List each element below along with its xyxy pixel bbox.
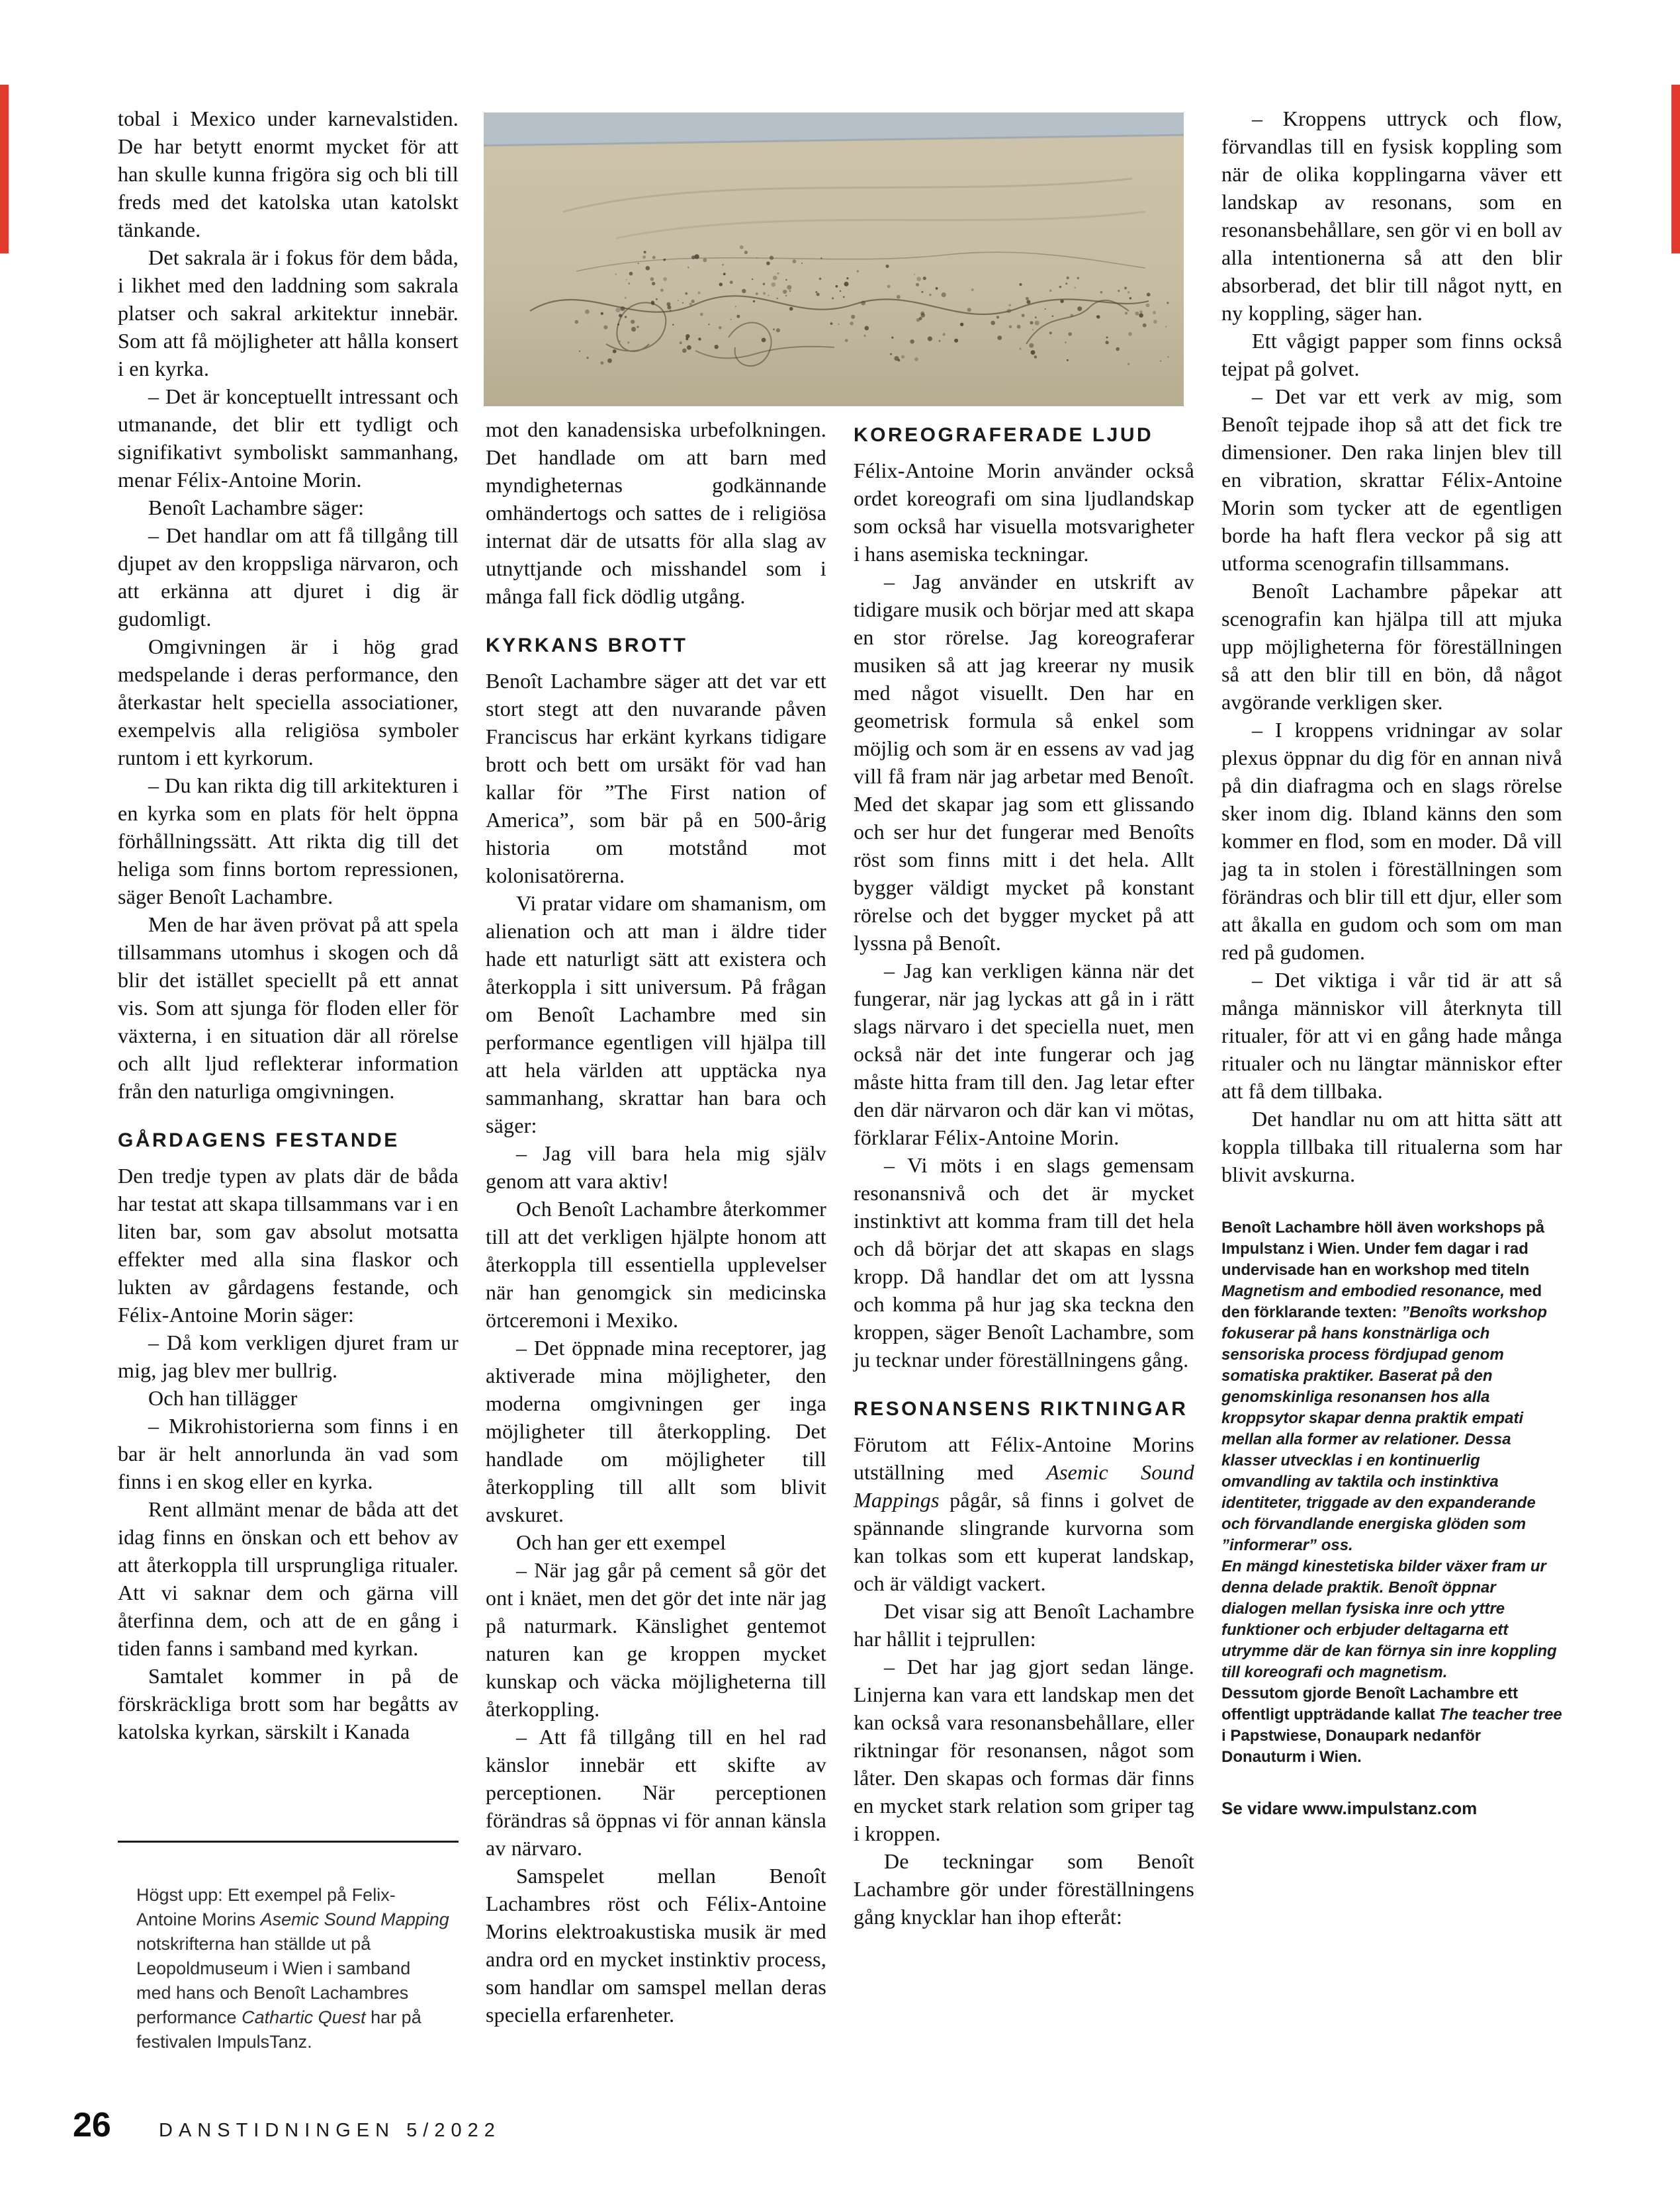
caption-italic-title: Asemic Sound Mapping [260,1909,449,1929]
body-paragraph: Benoît Lachambre säger: [148,496,365,519]
body-paragraph: – Mikrohistorierna som finns i en bar är helt annorlunda än vad som finns i en skog eller en kyrka. [118,1414,459,1493]
body-paragraph: – Det är konceptuellt intressant och utmanande, det blir ett tydligt och signifikativt symboliskt sammanhang, menar Félix-Antoine Morin. [118,384,459,492]
asemic-drawing-image [484,112,1184,406]
column-1 [118,105,459,1745]
body-paragraph: De teckningar som Benoît Lachambre gör under föreställningens gång knycklar han ihop efteråt: [854,1849,1194,1929]
body-paragraph: Det sakrala är i fokus för dem båda, i likhet med den laddning som sakrala platser och sakral arkitektur innebär. Som att få möjligheter att hålla konsert i en kyrka. [118,245,459,380]
section-heading-resonansens-riktningar: RESONANSENS RIKTNINGAR [854,1398,1188,1420]
column-3 [854,423,1194,1931]
section-heading-kyrkans-brott: KYRKANS BROTT [486,635,688,656]
workshop-note-text: med den förklarande texten: [1221,1282,1542,1321]
body-paragraph: – I kroppens vridningar av solar plexus öppnar du dig för en annan nivå på din diafragma och en slags rörelse sker inom dig. Ibland känns den som kommer en flod, som en moder. Då vill jag ta in stolen i föreställningen som förändras och blir till ett djur, eller som att åkalla en gudom och som om man red på gudomen. [1221,718,1562,964]
print-mark-right [1671,85,1680,253]
body-paragraph: – Det öppnade mina receptorer, jag aktiverade mina möjligheter, den moderna omgivningen ger inga möjligheter till återkoppling. Det handlade om möjligheter till återkoppling till allt som blivit avskuret. [486,1336,826,1526]
body-paragraph: Félix-Antoine Morin använder också ordet koreografi om sina ljudlandskap som också har visuella motsvarigheter i hans asemiska teckningar. [854,459,1194,566]
body-paragraph: Ett vågigt papper som finns också tejpat på golvet. [1221,329,1562,380]
caption-text: Högst upp: Ett exempel på Felix-Antoine Morins [136,1885,396,1929]
body-paragraph: Benoît Lachambre påpekar att scenografin kan hjälpa till att mjuka upp möjligheterna för föreställningen så att den blir till en bön, då något avgörande verkligen sker. [1221,579,1562,714]
magazine-name-issue: DANSTIDNINGEN 5/2022 [159,2120,501,2141]
workshop-note-text: i Papstwiese, Donaupark nedanför Donauturm i Wien. [1221,1727,1481,1766]
body-paragraph: – Det viktiga i vår tid är att så många människor vill återknyta till ritualer, för att vi en gång hade många ritualer och nu längtar människor efter att få dem tillbaka. [1221,968,1562,1103]
body-paragraph: – Kroppens uttryck och flow, förvandlas till en fysisk koppling som när de olika kopplingarna väver ett landskap av resonans, som en resonansbehållare, sen gör vi en boll av alla intentionerna så att den blir absorberad, det blir till något nytt, en ny koppling, säger han. [1221,107,1562,325]
column-2 [486,416,826,2029]
body-paragraph: Det visar sig att Benoît Lachambre har hållit i tejprullen: [854,1599,1194,1651]
body-paragraph: – Då kom verkligen djuret fram ur mig, jag blev mer bullrig. [118,1331,459,1382]
body-paragraph: – När jag går på cement så gör det ont i knäet, men det gör det inte när jag på naturmark. Känslighet gentemot naturen kan ge kroppen mycket kunskap och väcka möjligheterna till återkoppling. [486,1558,826,1721]
body-paragraph [854,1430,1194,1597]
workshop-note [1221,1217,1562,1768]
workshop-note-text [1221,1683,1562,1768]
body-paragraph: – Att få tillgång till en hel rad känslor innebär ett skifte av perceptionen. När perceptionen förändras så öppnas vi för annan känsla av närvaro. [486,1725,826,1860]
body-paragraph: – Jag kan verkligen känna när det fungerar, när jag lyckas att gå in i rätt slags närvaro i det speciella nuet, men också när det inte fungerar och jag måste hitta fram till den. Jag letar efter den där närvaron och där kan vi mötas, förklarar Félix-Antoine Morin. [854,959,1194,1149]
print-mark-left [0,85,9,253]
body-paragraph: – Det har jag gjort sedan länge. Linjerna kan vara ett landskap men det kan också vara resonansbehållare, eller riktningar för resonansen, något som låter. Den skapas och formas där finns en mycket stark relation som griper tag i kroppen. [854,1655,1194,1845]
body-paragraph: – Du kan rikta dig till arkitekturen i en kyrka som en plats för helt öppna förhållningssätt. Att rikta dig till det heliga som finns bortom repressionen, säger Benoît Lachambre. [118,773,459,908]
caption-italic-title: Cathartic Quest [242,2007,366,2027]
body-paragraph: – Jag använder en utskrift av tidigare musik och börjar med att skapa en stor rörelse. Jag koreograferar musiken så att jag kreerar ny musik med något visuellt. Den har en geometrisk formula så enkel som möjlig och som är en essens av vad jag vill få fram när jag arbetar med Benoît. Med det skapar jag som ett glissando och ser hur det fungerar med Benoîts röst som finns mitt i det hela. Allt bygger väldigt mycket på konstant rörelse och det bygger mycket på att lyssna på Benoît. [854,570,1194,955]
body-paragraph: – Jag vill bara hela mig själv genom att vara aktiv! [486,1141,826,1193]
body-paragraph: mot den kanadensiska urbefolkningen. Det handlade om att barn med myndigheternas godkännande omhändertogs och sattes de i religiösa internat där de utsatts för alla slag av utnyttjande och misshandel som i många fall fick dödlig utgång. [486,417,826,608]
artwork-photo [484,112,1184,406]
body-paragraph: Och han ger ett exempel [516,1530,727,1554]
body-paragraph: – Vi möts i en slags gemensam resonansnivå och det är mycket instinktivt att komma fram till det hela och då börjar det att skapas en slags kropp. Då handlar det om att lyssna och komma på hur jag ska teckna den kroppen, säger Benoît Lachambre, som ju tecknar under föreställningens gång. [854,1153,1194,1372]
body-paragraph: Samspelet mellan Benoît Lachambres röst och Félix-Antoine Morins elektroakustiska musik är med andra ord en mycket instinktiv process, som handlar om samspel mellan deras speciella erfarenheter. [486,1864,826,2027]
body-paragraph: Vi pratar vidare om shamanism, om alienation och att man i äldre tider hade ett naturligt sätt att existera och återkoppla i sitt universum. På frågan om Benoît Lachambre med sin performance egentligen vill hjälpa till att hela världen att upptäcka nya sammanhang, skrattar han bara och säger: [486,891,826,1137]
body-paragraph: Rent allmänt menar de båda att det idag finns en önskan och ett behov av att återkoppla till ursprungliga ritualer. Att vi saknar dem och gärna vill återfinna dem, och att de en gång i tiden fanns i samband med kyrkan. [118,1497,459,1660]
body-paragraph: – Det var ett verk av mig, som Benoît tejpade ihop så att det fick tre dimensioner. Den raka linjen blev till en vibration, skrattar Félix-Antoine Morin som tycker att de egentligen borde ha haft flera veckor på sig att utforma scenografin tillsammans. [1221,384,1562,575]
caption-divider [118,1841,459,1843]
body-paragraph: tobal i Mexico under karnevalstiden. De har betytt enormt mycket för att han skulle kunna frigöra sig och bli till freds med det katolska utan katolskt tänkande. [118,107,459,241]
workshop-note-text [1221,1217,1562,1556]
workshop-title-italic: Magnetism and embodied resonance, [1221,1282,1505,1300]
body-paragraph: Det handlar nu om att hitta sätt att koppla tillbaka till ritualerna som har blivit avskurna. [1221,1107,1562,1186]
body-paragraph: Och Benoît Lachambre återkommer till att det verkligen hjälpte honom att återkoppla till essentiella upplevelser när han genomgick sin medicinska örtceremoni i Mexiko. [486,1197,826,1332]
work-title-italic: Asemic Sound Mappings [854,1460,1194,1512]
body-paragraph: Den tredje typen av plats där de båda har testat att skapa tillsammans var i en liten bar, som gav absolut motsatta effekter med alla sina flaskor och lukten av gårdagens festande, och Félix-Antoine Morin säger: [118,1164,459,1327]
section-heading-gardagens-festande: GÅRDAGENS FESTANDE [118,1129,400,1151]
website-note: Se vidare www.impulstanz.com [1221,1798,1478,1818]
body-text: pågår, så finns i golvet de spännande slingrande kurvorna som kan tolkas som ett kuperat landskap, och är väldigt vackert. [854,1488,1194,1595]
caption-text: notskrifterna han ställde ut på Leopoldmuseum i Wien i samband med hans och Benoît Lachambres performance [136,1934,411,2027]
image-caption [136,1883,450,2054]
workshop-note-text: Dessutom gjorde Benoît Lachambre ett offentligt uppträdande kallat [1221,1685,1519,1724]
body-paragraph: Men de har även prövat på att spela tillsammans utomhus i skogen och då blir det istället speciellt på ett annat vis. Som att sjunga för floden eller för växterna, i en situation där all rörelse och allt ljud reflekterar information från den naturliga omgivningen. [118,912,459,1103]
body-paragraph: – Det handlar om att få tillgång till djupet av den kroppsliga närvaron, och att erkänna att djuret i dig är gudomligt. [118,523,459,631]
body-paragraph: Samtalet kommer in på de förskräckliga brott som har begåtts av katolska kyrkan, särskilt i Kanada [118,1664,459,1743]
section-heading-koreograferade-ljud: KOREOGRAFERADE LJUD [854,424,1154,446]
caption-text: har på festivalen ImpulsTanz. [136,2007,421,2052]
body-text: Förutom att Félix-Antoine Morins utställning med [854,1432,1194,1484]
workshop-quote-italic: En mängd kinestetiska bilder växer fram ur denna delade praktik. Benoît öppnar dialogen mellan fysiska inre och yttre funktioner och erbjuder deltagarna ett utrymme där de kan förnya sin inre koppling till koreografi och magnetism. [1221,1557,1557,1681]
performance-title-italic: The teacher tree [1439,1706,1562,1724]
page-number: 26 [73,2106,111,2144]
workshop-quote-italic: ”Benoîts workshop fokuserar på hans konstnärliga och sensoriska process fördjupad genom somatiska praktiker. Baserat på den genomskinliga resonansen hos alla kroppsytor skapar denna praktik empati mellan alla former av relationer. Dessa klasser utvecklas i en kontinuerlig omvandling av taktila och instinktiva identiteter, triggade av den expanderande och förvandlande energiska glöden som ”informerar” oss. [1221,1303,1548,1554]
body-paragraph: Omgivningen är i hög grad medspelande i deras performance, den återkastar helt speciella associationer, exempelvis alla religiösa symboler runtom i ett kyrkorum. [118,635,459,769]
body-paragraph: Och han tillägger [148,1386,298,1410]
workshop-note-text: Benoît Lachambre höll även workshops på Impulstanz i Wien. Under fem dagar i rad undervisade han en workshop med titeln [1221,1219,1545,1279]
body-paragraph: Benoît Lachambre säger att det var ett stort stegt att den nuvarande påven Franciscus har erkänt kyrkans tidigare brott och bett om ursäkt för vad han kallar för ”The First nation of America”, som bär på en 500-årig historia om motstånd mot kolonisatörerna. [486,669,826,887]
column-4 [1221,105,1562,1819]
